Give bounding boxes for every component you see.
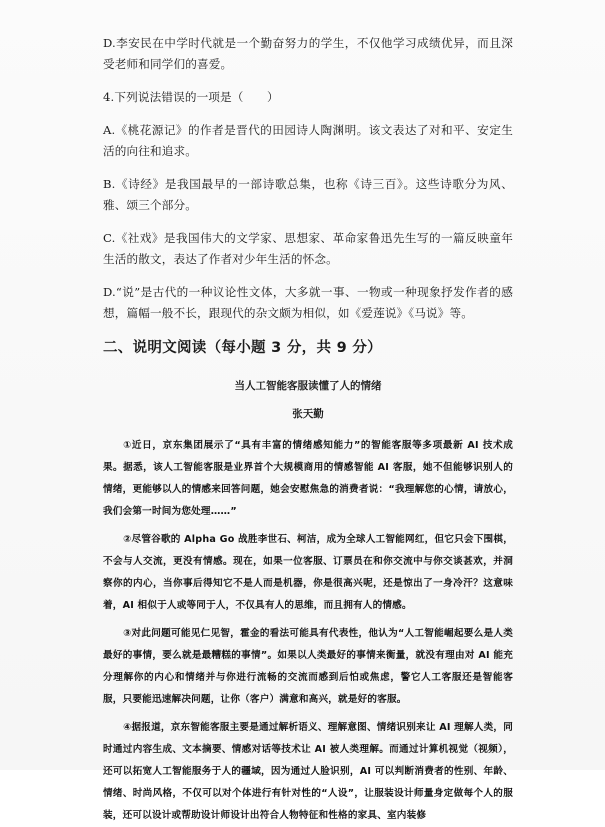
q4-stem: 4.下列说法错误的一项是（ ） [103, 90, 279, 104]
article-paragraph-2: ②尽管谷歌的 Alpha Go 战胜李世石、柯洁，成为全球人工智能网红，但它只会下围棋，不会与人交流，更没有情感。现在，如果一位客服、订票员在和你交流中与你交谈甚欢，并洞察你的内心，当你事后得知它不是人而是机器，你是很高兴呢，还是惊出了一身冷汗？这意味着，AI 相似于人或等同于人，不仅具有人的思维，而且拥有人的情感。 [103, 534, 513, 611]
section-heading: 二、说明文阅读（每小题 3 分，共 9 分） [103, 340, 382, 356]
spacer [103, 216, 513, 228]
spacer [103, 108, 513, 120]
q4-option-c: C.《社戏》是我国伟大的文学家、思想家、革命家鲁迅先生写的一篇反映童年生活的散文，表达了作者对少年生活的怀念。 [103, 231, 513, 266]
q4-option-a: A.《桃花源记》的作者是晋代的田园诗人陶渊明。该文表达了对和平、安定生活的向往和追求。 [103, 123, 513, 158]
article-title: 当人工智能客服读懂了人的情绪 [234, 380, 382, 392]
article-author: 张天勤 [292, 408, 324, 420]
spacer [103, 270, 513, 282]
article-paragraph-4: ④据报道，京东智能客服主要是通过解析语义、理解意图、情绪识别来让 AI 理解人类，同时通过内容生成、文本摘要、情感对话等技术让 AI 被人类理解。而通过计算机视觉（视频），还可以拓宽人工智能服务于人的疆域，因为通过人脸识别，AI 可以判断消费者的性别、年龄、情绪、时尚风格，不仅可以对个体进行有针对性的“人设”，让服装设计师量身定做每个人的服装，还可以设计或帮助设计师设计出符合人物特征和性格的家具、室内装修 [103, 722, 513, 821]
q3-option-d: D.李安民在中学时代就是一个勤奋努力的学生，不仅他学习成绩优异，而且深受老师和同学们的喜爱。 [103, 36, 513, 71]
q4-option-b: B.《诗经》是我国最早的一部诗歌总集，也称《诗三百》。这些诗歌分为风、雅、颂三个部分。 [103, 177, 513, 212]
article-paragraph-3: ③对此问题可能见仁见智，霍金的看法可能具有代表性，他认为“人工智能崛起要么是人类最好的事情，要么就是最糟糕的事情”。如果以人类最好的事情来衡量，就没有理由对 AI 能充分理解你的内心和情绪并与你进行流畅的交流而感到后怕或焦虑，警它人工客服还是智能客服，只要能迅速解决问题，让你（客户）满意和高兴，就是好的客服。 [103, 628, 513, 705]
article-paragraph-1: ①近日，京东集团展示了“具有丰富的情绪感知能力”的智能客服等多项最新 AI 技术成果。据悉，该人工智能客服是业界首个大规模商用的情感智能 AI 客服，她不但能够识别人的情绪，更能够以人的情感来回答问题，她会安慰焦急的消费者说：“我理解您的心情，请放心，我们会第一时间为您处理……” [103, 440, 513, 517]
q4-option-d: D.“说”是古代的一种议论性文体，大多就一事、一物或一种现象抒发作者的感想，篇幅一般不长，跟现代的杂文颇为相似，如《爱莲说》《马说》等。 [103, 285, 513, 320]
page-content [103, 33, 513, 827]
spacer [103, 75, 513, 87]
spacer [103, 162, 513, 174]
